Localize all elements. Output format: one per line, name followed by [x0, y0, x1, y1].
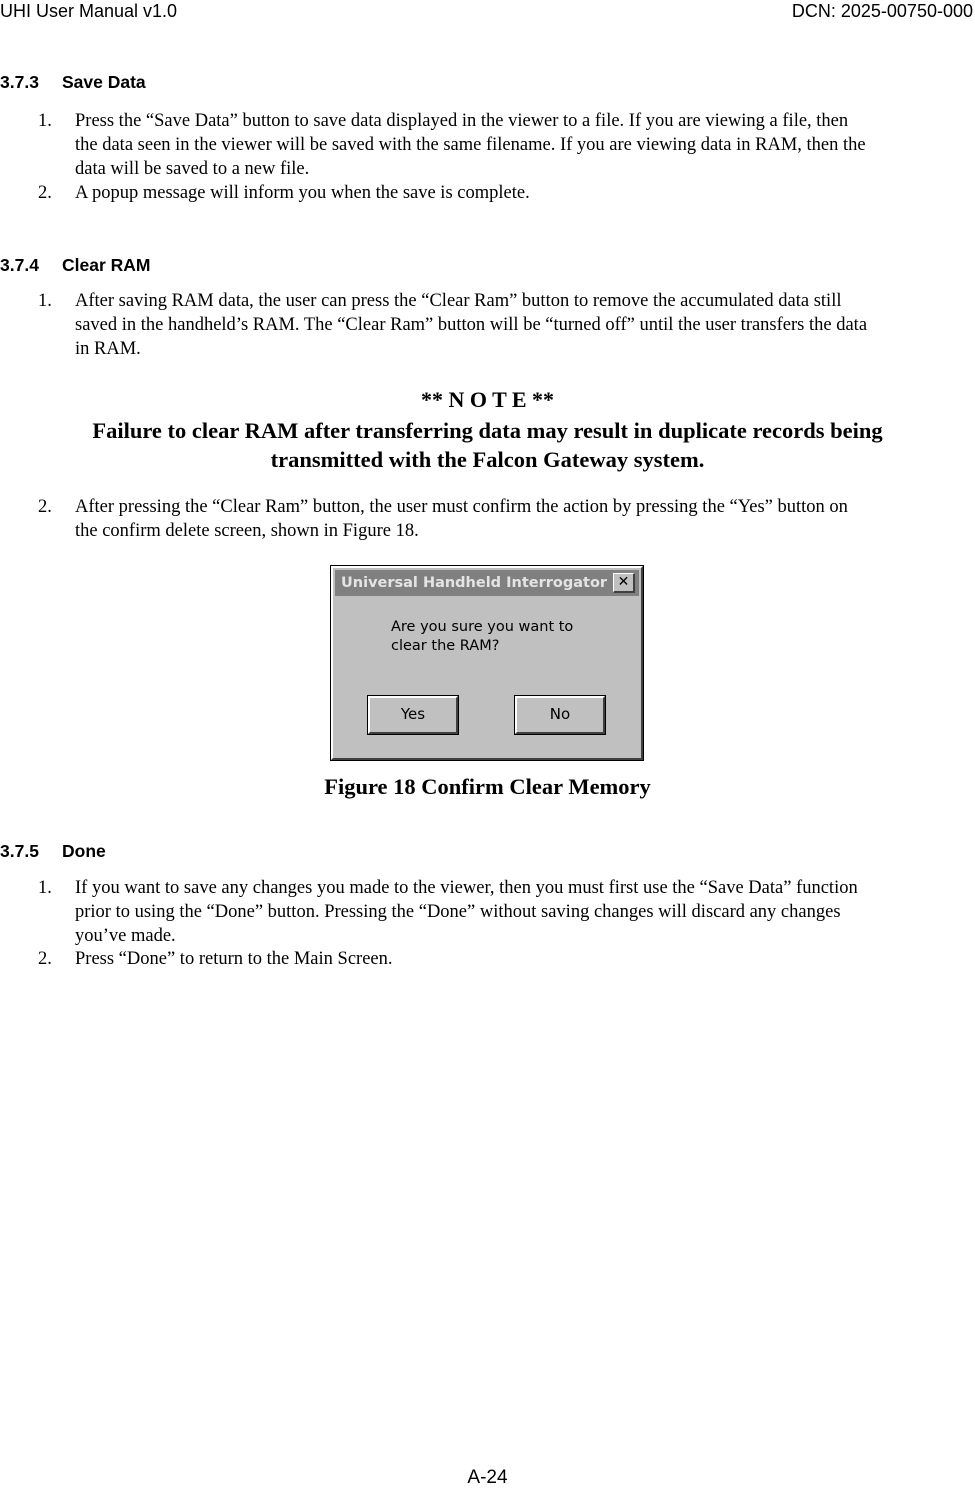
list-item-text: Press “Done” to return to the Main Screen. [75, 949, 393, 969]
note-title: ** N O T E ** [420, 387, 555, 412]
list-item [38, 181, 975, 205]
close-icon[interactable]: ✕ [613, 573, 635, 593]
list-item-number: 1. [38, 111, 52, 131]
yes-button[interactable]: Yes [368, 696, 458, 734]
list-item [38, 109, 975, 181]
list-item [38, 289, 975, 361]
no-button[interactable]: No [515, 696, 605, 734]
list-item [38, 876, 975, 948]
list-item-text: After pressing the “Clear Ram” button, the user must confirm the action by pressing the “Yes” button on the confirm delete screen, shown in Figure 18. [75, 497, 848, 541]
section-number: 3.7.5 [0, 841, 39, 861]
page-number: A-24 [467, 1467, 508, 1488]
dialog-titlebar [335, 570, 639, 596]
list-item-number: 1. [38, 291, 52, 311]
section-heading-done [0, 840, 106, 862]
list-item-text: Press the “Save Data” button to save data displayed in the viewer to a file. If you are viewing a file, then the data seen in the viewer will be saved with the same filename. If you are viewing data in RAM, then the data will be saved to a new file. [75, 111, 866, 179]
list-item-number: 2. [38, 183, 52, 203]
dialog-title: Universal Handheld Interrogator [341, 575, 608, 591]
section-heading-clear-ram [0, 254, 151, 276]
section-title: Done [62, 841, 106, 861]
list-item [38, 495, 975, 543]
section-number: 3.7.4 [0, 255, 39, 275]
confirm-clear-ram-dialog [331, 566, 643, 760]
section-number: 3.7.3 [0, 72, 39, 92]
section-heading-save-data [0, 71, 146, 93]
list-item-text: If you want to save any changes you made to the viewer, then you must first use the “Save Data” function prior to using the “Done” button. Pressing the “Done” without saving changes will discard any changes you’ve made. [75, 878, 858, 946]
list-item [38, 947, 975, 971]
header-title: UHI User Manual v1.0 [0, 1, 178, 21]
list-item-number: 2. [38, 497, 52, 517]
section-title: Save Data [62, 72, 146, 92]
dialog-message: Are you sure you want to clear the RAM? [391, 619, 574, 654]
list-item-number: 2. [38, 949, 52, 969]
figure-caption: Figure 18 Confirm Clear Memory [324, 774, 651, 799]
section-title: Clear RAM [62, 255, 151, 275]
header-dcn: DCN: 2025-00750-000 [791, 1, 973, 21]
list-item-text: A popup message will inform you when the save is complete. [75, 183, 530, 203]
note-body: Failure to clear RAM after transferring data may result in duplicate records being transmitted with the Falcon Gateway system. [92, 418, 883, 472]
list-item-number: 1. [38, 878, 52, 898]
list-item-text: After saving RAM data, the user can press the “Clear Ram” button to remove the accumulated data still saved in the handheld’s RAM. The “Clear Ram” button will be “turned off” until the user transfers the data in RAM. [75, 291, 868, 359]
